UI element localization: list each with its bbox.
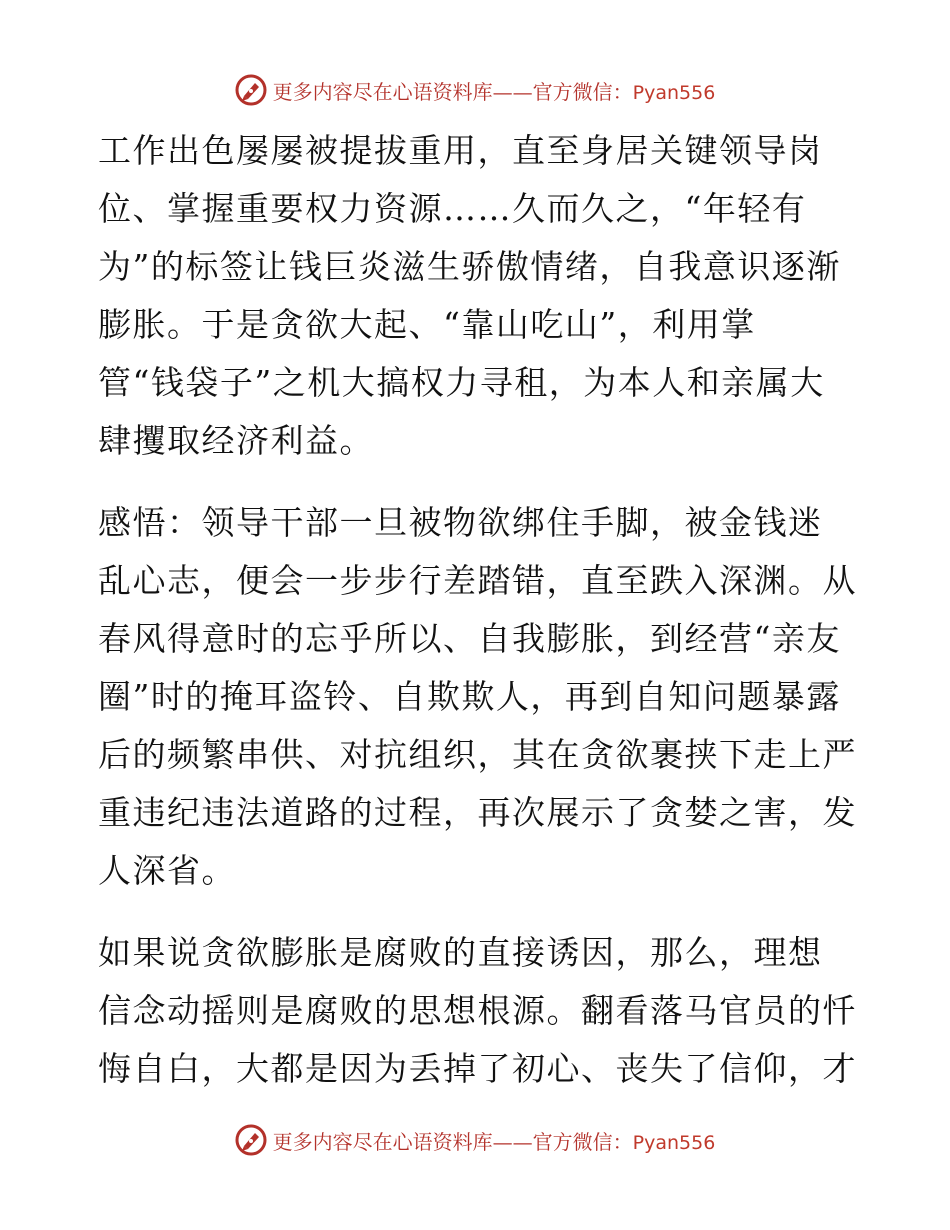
text-line: 重违纪违法道路的过程，再次展示了贪婪之害，发 xyxy=(98,793,857,832)
footer-banner xyxy=(0,1120,950,1160)
text-line: 为”的标签让钱巨炎滋生骄傲情绪，自我意识逐渐 xyxy=(98,247,841,286)
text-line: 信念动摇则是腐败的思想根源。翻看落马官员的忏 xyxy=(98,991,857,1030)
text-line: 后的频繁串供、对抗组织，其在贪欲裹挟下走上严 xyxy=(98,735,857,774)
text-line: 位、掌握重要权力资源……久而久之，“年轻有 xyxy=(98,189,807,228)
footer-wechat-label: 官方微信： xyxy=(532,1129,633,1154)
paragraph-1 xyxy=(98,122,858,470)
document-body xyxy=(98,122,858,1098)
text-line: 春风得意时的忘乎所以、自我膨胀，到经营“亲友 xyxy=(98,619,841,658)
footer-site-text: 更多内容尽在心语资料库 xyxy=(272,1129,493,1154)
footer-text xyxy=(273,1126,716,1155)
paragraph-3 xyxy=(98,924,858,1098)
text-line: 人深省。 xyxy=(98,851,236,890)
pen-logo-icon xyxy=(235,74,267,106)
text-line: 乱心志，便会一步步行差踏错，直至跌入深渊。从 xyxy=(98,561,857,600)
footer-wechat-id: Pyan556 xyxy=(632,1131,716,1154)
header-text xyxy=(273,76,716,105)
text-line: 如果说贪欲膨胀是腐败的直接诱因，那么，理想 xyxy=(98,933,823,972)
text-line: 管“钱袋子”之机大搞权力寻租，为本人和亲属大 xyxy=(98,363,825,402)
header-site-text: 更多内容尽在心语资料库 xyxy=(272,79,493,104)
text-line: 感悟：领导干部一旦被物欲绑住手脚，被金钱迷 xyxy=(98,503,823,542)
paragraph-2 xyxy=(98,494,858,900)
text-line: 工作出色屡屡被提拔重用，直至身居关键领导岗 xyxy=(98,131,823,170)
header-wechat-id: Pyan556 xyxy=(632,81,716,104)
header-wechat-label: 官方微信： xyxy=(532,79,633,104)
pen-logo-icon xyxy=(235,1124,267,1156)
text-line: 圈”时的掩耳盗铃、自欺欺人，再到自知问题暴露 xyxy=(98,677,841,716)
header-dash: —— xyxy=(492,79,533,104)
text-line: 膨胀。于是贪欲大起、“靠山吃山”，利用掌 xyxy=(98,305,756,344)
footer-dash: —— xyxy=(492,1129,533,1154)
header-banner xyxy=(0,70,950,110)
text-line: 肆攫取经济利益。 xyxy=(98,421,374,460)
text-line: 悔自白，大都是因为丢掉了初心、丧失了信仰，才 xyxy=(98,1049,857,1088)
